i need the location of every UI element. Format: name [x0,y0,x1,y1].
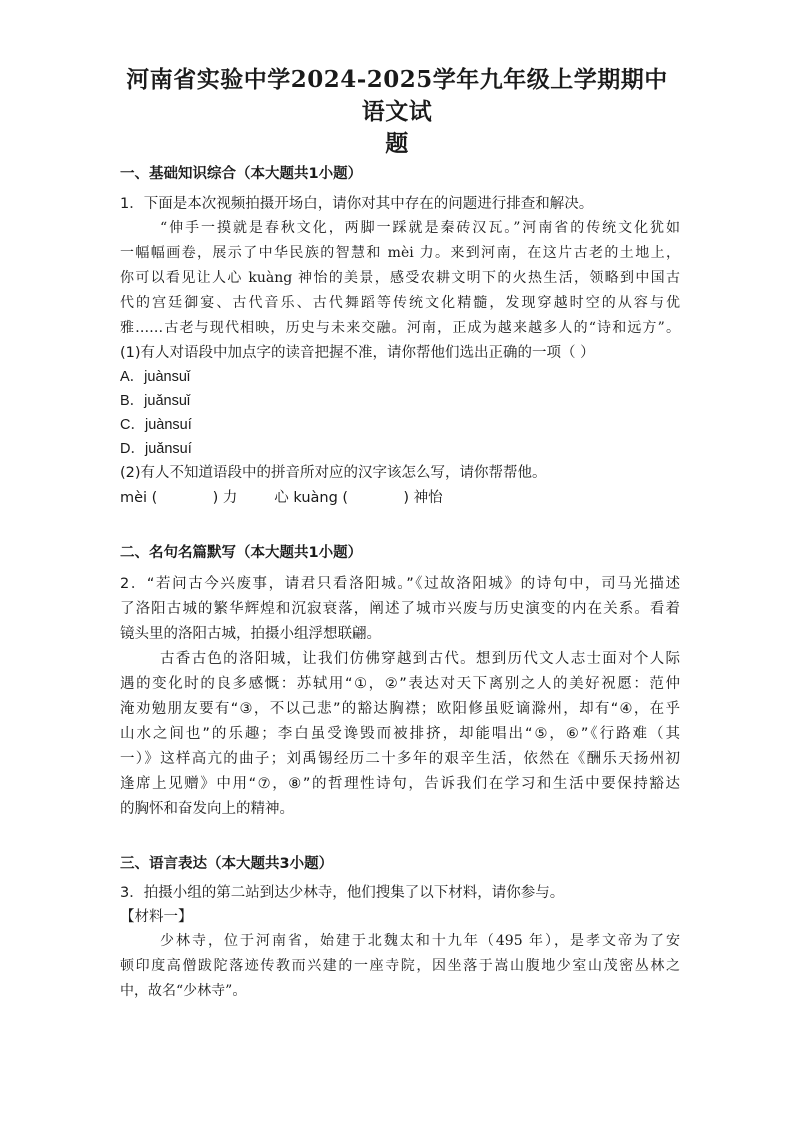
q2-line: 镜头里的洛阳古城，拍摄小组浮想联翩。 [120,626,381,642]
passage-line: 你可以看见让人心 kuàng 神怡的美景，感受农耕文明下的火热生活，领略到中国古 [120,270,680,286]
material-line: 少林寺，位于河南省，始建于北魏太和十九年（495 年），是孝文帝为了安 [160,933,680,949]
q1-intro: 1．下面是本次视频拍摄开场白，请你对其中存在的问题进行排查和解决。 [120,196,594,212]
section-2-heading: 二、名句名篇默写（本大题共1小题） [120,545,363,561]
q2-line: 逢席上见赠》中用“⑦，⑧”的哲理性诗句，告诉我们在学习和生活中要保持豁达 [120,776,680,792]
option-c: C．juànsuí [120,417,192,433]
passage-line: 一幅幅画卷，展示了中华民族的智慧和 mèi 力。来到河南，在这片古老的土地上， [120,245,680,261]
page-title [120,64,674,160]
q2-line: 的胸怀和奋发向上的精神。 [120,801,294,817]
option-a: A．juànsuǐ [120,369,191,385]
q2-line: 淹劝勉朋友要有“③，不以己悲”的豁达胸襟；欧阳修虽贬谪滁州，却有“④，在乎 [120,701,680,717]
q2-line: 一）》这样高亢的曲子；刘禹锡经历二十多年的艰辛生活，依然在《酬乐天扬州初 [120,751,680,767]
section-1-heading: 一、基础知识综合（本大题共1小题） [120,166,363,182]
option-b: B．juǎnsuǐ [120,393,191,409]
material-label: 【材料一】 [120,909,193,925]
q2-line: 遇的变化时的良多感慨：苏轼用“①，②”表达对天下离别之人的美好祝愿：范仲 [120,676,680,692]
q2-line: 了洛阳古城的繁华辉煌和沉寂衰落，阐述了城市兴废与历史演变的内在关系。看着 [120,601,680,617]
q2-line: 2．“若问古今兴废事，请君只看洛阳城。”《过故洛阳城》的诗句中，司马光描述 [120,576,680,592]
passage-line: 代的宫廷御宴、古代音乐、古代舞蹈等传统文化精髓，发现穿越时空的从容与优 [120,295,680,311]
fill-in-blanks: mèi ( ) 力 心 kuàng ( ) 神怡 [120,490,443,506]
passage-line: 雅……古老与现代相映，历史与未来交融。河南，正成为越来越多人的“诗和远方”。 [120,320,680,336]
option-d: D．juǎnsuí [120,441,192,457]
passage-line: “伸手一摸就是春秋文化，两脚一踩就是秦砖汉瓦。”河南省的传统文化犹如 [160,220,680,236]
q2-line: 山水之间也”的乐趣；李白虽受谗毁而被排挤，却能唱出“⑤，⑥”《行路难（其 [120,726,680,742]
title-line-2: 题 [385,130,409,157]
sub-question-2: (2)有人不知道语段中的拼音所对应的汉字该怎么写，请你帮帮他。 [120,465,547,481]
section-3-heading: 三、语言表达（本大题共3小题） [120,856,334,872]
q3-intro: 3．拍摄小组的第二站到达少林寺，他们搜集了以下材料，请你参与。 [120,885,565,901]
material-line: 中，故名“少林寺”。 [120,983,247,999]
title-line-1: 河南省实验中学2024-2025学年九年级上学期期中语文试 [126,66,668,125]
sub-question-1: (1)有人对语段中加点字的读音把握不准，请你帮他们选出正确的一项（ ） [120,345,595,361]
material-line: 顿印度高僧跋陀落迹传教而兴建的一座寺院，因坐落于嵩山腹地少室山茂密丛林之 [120,958,680,974]
q2-line: 古香古色的洛阳城，让我们仿佛穿越到古代。想到历代文人志士面对个人际 [160,651,680,667]
